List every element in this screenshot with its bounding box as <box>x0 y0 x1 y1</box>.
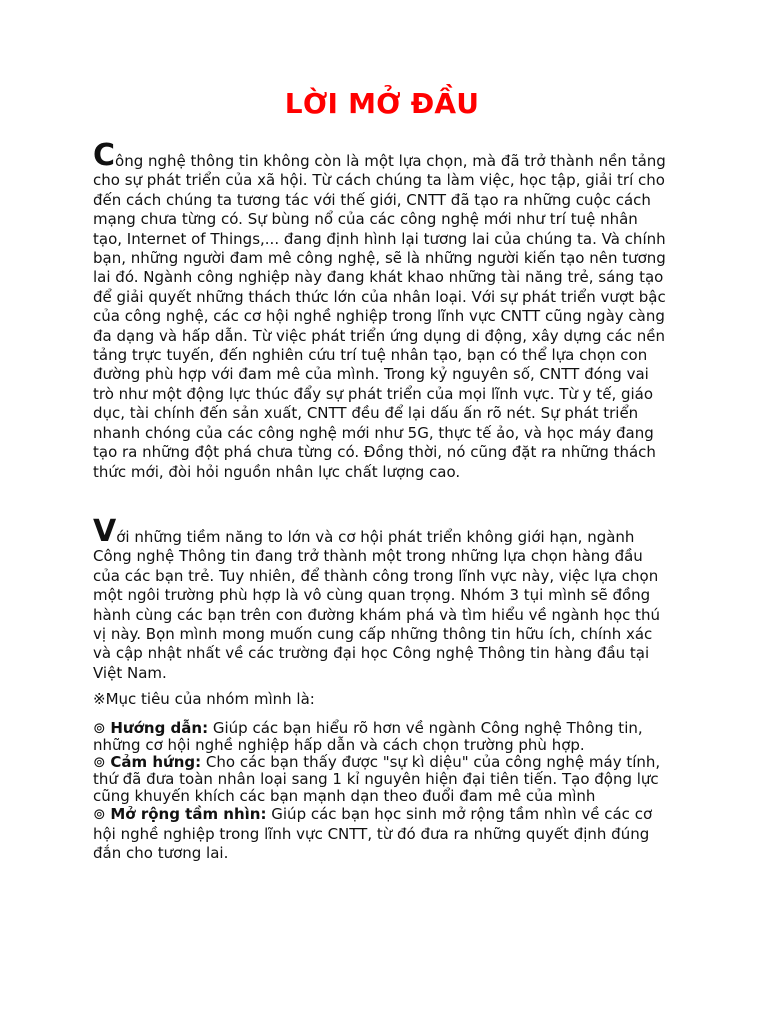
intro-paragraph <box>93 138 671 482</box>
goal-item-vision <box>93 805 671 864</box>
goal-label: Mở rộng tầm nhìn: <box>110 805 267 823</box>
intro-text: ông nghệ thông tin không còn là một lựa chọn, mà đã trở thành nền tảng cho sự phát triển của xã hội. Từ cách chúng ta làm việc, học tập, giải trí cho đến cách chúng ta tương tác với thế giới, CNTT đã tạo ra những cuộc cách mạng chưa từng có. Sự bùng nổ của các công nghệ mới như trí tuệ nhân tạo, Internet of Things,... đang định hình lại tương lai của chúng ta. Và chính bạn, những người đam mê công nghệ, sẽ là những người kiến tạo nên tương lai đó. Ngành công nghiệp này đang khát khao những tài năng trẻ, sáng tạo để giải quyết những thách thức lớn của nhân loại. Với sự phát triển vượt bậc của công nghệ, các cơ hội nghề nghiệp trong lĩnh vực CNTT cũng ngày càng đa dạng và hấp dẫn. Từ việc phát triển ứng dụng di động, xây dựng các nền tảng trực tuyến, đến nghiên cứu trí tuệ nhân tạo, bạn có thể lựa chọn con đường phù hợp với đam mê của mình. Trong kỷ nguyên số, CNTT đóng vai trò như một động lực thúc đẩy sự phát triển của mọi lĩnh vực. Từ y tế, giáo dục, tài chính đến sản xuất, CNTT đều để lại dấu ấn rõ nét. Sự phát triển nhanh chóng của các công nghệ mới như 5G, thực tế ảo, và học máy đang tạo ra những đột phá chưa từng có. Đồng thời, nó cũng đặt ra những thách thức mới, đòi hỏi nguồn nhân lực chất lượng cao. <box>93 152 666 481</box>
intro-dropcap: C <box>93 138 116 173</box>
goal-bullet-icon: ⊚ <box>93 805 106 823</box>
goals-heading: ※Mục tiêu của nhóm mình là: <box>93 690 315 708</box>
goal-bullet-icon: ⊚ <box>93 753 106 771</box>
goal-item-inspiration <box>93 754 671 805</box>
goal-text: Cho các bạn thấy được "sự kì diệu" của công nghệ máy tính, thứ đã đưa toàn nhân loại sang 1 kỉ nguyên hiện đại tiên tiến. Tạo động lực cũng khuyến khích các bạn mạnh dạn theo đuổi đam mê của mình <box>93 753 661 805</box>
goal-item-guidance <box>93 720 671 754</box>
goals-list <box>93 720 671 864</box>
goal-text: Giúp các bạn hiểu rõ hơn về ngành Công nghệ Thông tin, những cơ hội nghề nghiệp hấp dẫn và cách chọn trường phù hợp. <box>93 719 643 754</box>
second-paragraph <box>93 514 671 683</box>
second-dropcap: V <box>93 514 117 549</box>
goal-bullet-icon: ⊚ <box>93 719 106 737</box>
page-title: LỜI MỞ ĐẦU <box>284 87 480 120</box>
goal-label: Hướng dẫn: <box>110 719 209 737</box>
goal-text: Giúp các bạn học sinh mở rộng tầm nhìn về các cơ hội nghề nghiệp trong lĩnh vực CNTT, từ đó đưa ra những quyết định đúng đắn cho tương lai. <box>93 805 653 862</box>
second-text: ới những tiềm năng to lớn và cơ hội phát triển không giới hạn, ngành Công nghệ Thông tin đang trở thành một trong những lựa chọn hàng đầu của các bạn trẻ. Tuy nhiên, để thành công trong lĩnh vực này, việc lựa chọn một ngôi trường phù hợp là vô cùng quan trọng. Nhóm 3 tụi mình sẽ đồng hành cùng các bạn trên con đường khám phá và tìm hiểu về ngành học thú vị này. Bọn mình mong muốn cung cấp những thông tin hữu ích, chính xác và cập nhật nhất về các trường đại học Công nghệ Thông tin hàng đầu tại Việt Nam. <box>93 528 661 682</box>
goal-label: Cảm hứng: <box>110 753 202 771</box>
